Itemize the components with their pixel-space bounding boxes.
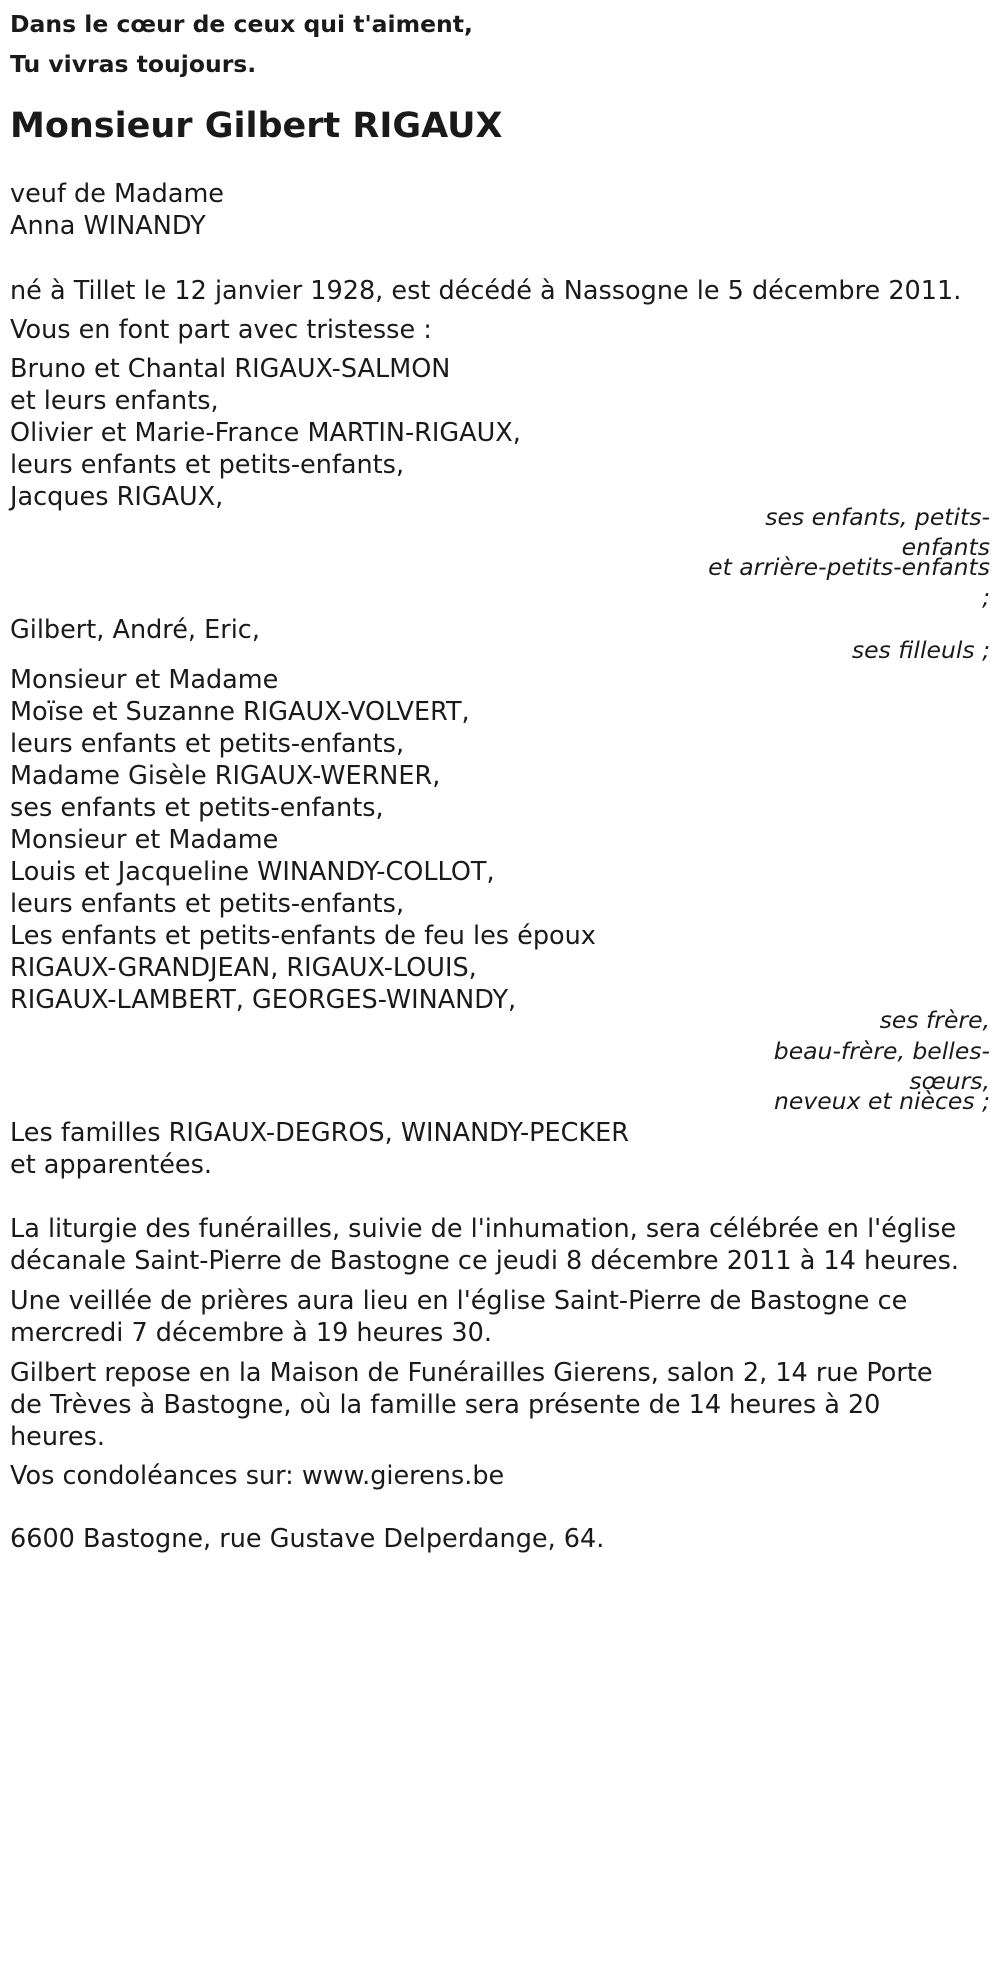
group3-line-8: leurs enfants et petits-enfants,	[10, 889, 405, 919]
group3-line-2: Moïse et Suzanne RIGAUX-VOLVERT,	[10, 697, 470, 727]
group3-relation-c: neveux et nièces ;	[773, 1087, 990, 1115]
group1-relation-a: ses enfants, petits-enfants	[765, 503, 990, 561]
group4-line-1: Les familles RIGAUX-DEGROS, WINANDY-PECKER	[10, 1118, 629, 1148]
vigil-line-1: Une veillée de prières aura lieu en l'église Saint-Pierre de Bastogne ce	[10, 1286, 908, 1316]
group3-line-4: Madame Gisèle RIGAUX-WERNER,	[10, 761, 441, 791]
widower-line-1: veuf de Madame	[10, 179, 224, 209]
group3-line-11: RIGAUX-LAMBERT, GEORGES-WINANDY,	[10, 985, 517, 1015]
group1-line-4: leurs enfants et petits-enfants,	[10, 450, 405, 480]
group3-line-10: RIGAUX-GRANDJEAN, RIGAUX-LOUIS,	[10, 953, 477, 983]
group2-line: Gilbert, André, Eric,	[10, 615, 260, 645]
group1-line-3: Olivier et Marie-France MARTIN-RIGAUX,	[10, 418, 521, 448]
condolences-line: Vos condoléances sur: www.gierens.be	[10, 1461, 505, 1491]
repose-line-2: de Trèves à Bastogne, où la famille sera présente de 14 heures à 20	[10, 1390, 881, 1420]
quote-line-1: Dans le cœur de ceux qui t'aiment,	[10, 10, 473, 38]
birth-death-line: né à Tillet le 12 janvier 1928, est décédé à Nassogne le 5 décembre 2011.	[10, 276, 962, 306]
repose-line-3: heures.	[10, 1422, 106, 1452]
group1-line-1: Bruno et Chantal RIGAUX-SALMON	[10, 354, 451, 384]
group1-relation-b: et arrière-petits-enfants ;	[708, 553, 990, 611]
group3-line-1: Monsieur et Madame	[10, 665, 279, 695]
funeral-line-2: décanale Saint-Pierre de Bastogne ce jeudi 8 décembre 2011 à 14 heures.	[10, 1246, 960, 1276]
group3-line-7: Louis et Jacqueline WINANDY-COLLOT,	[10, 857, 495, 887]
group3-relation-a: ses frère,	[879, 1006, 990, 1034]
group3-line-3: leurs enfants et petits-enfants,	[10, 729, 405, 759]
group3-relation-b: beau-frère, belles-sœurs,	[773, 1037, 990, 1095]
group1-line-5: Jacques RIGAUX,	[10, 482, 224, 512]
address-line: 6600 Bastogne, rue Gustave Delperdange, 64.	[10, 1524, 605, 1554]
group4-line-2: et apparentées.	[10, 1150, 212, 1180]
group3-line-6: Monsieur et Madame	[10, 825, 279, 855]
group2-relation: ses filleuls ;	[851, 636, 990, 664]
group3-line-5: ses enfants et petits-enfants,	[10, 793, 384, 823]
deceased-name: Monsieur Gilbert RIGAUX	[10, 106, 503, 146]
widower-line-2: Anna WINANDY	[10, 211, 206, 241]
announce-line: Vous en font part avec tristesse :	[10, 315, 432, 345]
repose-line-1: Gilbert repose en la Maison de Funérailles Gierens, salon 2, 14 rue Porte	[10, 1358, 933, 1388]
group3-line-9: Les enfants et petits-enfants de feu les époux	[10, 921, 596, 951]
quote-line-2: Tu vivras toujours.	[10, 50, 257, 78]
funeral-line-1: La liturgie des funérailles, suivie de l'inhumation, sera célébrée en l'église	[10, 1214, 957, 1244]
vigil-line-2: mercredi 7 décembre à 19 heures 30.	[10, 1318, 492, 1348]
group1-line-2: et leurs enfants,	[10, 386, 219, 416]
